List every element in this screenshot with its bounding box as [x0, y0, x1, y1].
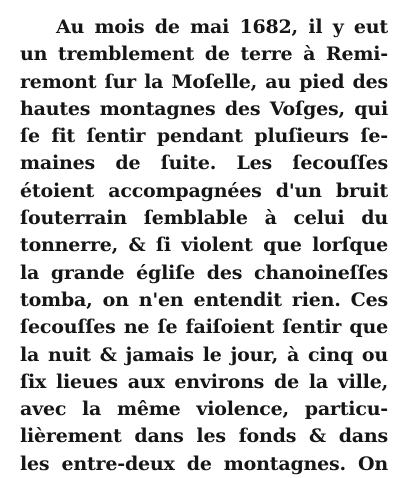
paragraph	[20, 14, 388, 478]
text-line: Au mois de mai 1682, il y eut	[56, 16, 388, 38]
text-line: ſouterrain ſemblable à celui du	[20, 207, 388, 230]
text-line: la nuit & jamais le jour, à cinq ou	[20, 343, 388, 366]
text-line: remont ſur la Moſelle, au pied des	[20, 70, 388, 93]
text-line: tomba, on n'en entendit rien. Ces	[20, 288, 388, 311]
text-line: hautes montagnes des Voſges, qui	[20, 97, 388, 120]
text-line: ſecouſſes ne ſe faiſoient ſentir que	[20, 316, 388, 339]
text-line: lièrement dans les fonds & dans	[20, 425, 388, 448]
text-line: étoient accompagnées d'un bruit	[20, 179, 388, 202]
text-line: maines de ſuite. Les ſecouſſes	[20, 152, 388, 175]
text-line: un tremblement de terre à Remi-	[20, 43, 388, 66]
text-line: ſe fit ſentir pendant pluſieurs ſe-	[20, 125, 388, 148]
text-line: ſix lieues aux environs de la ville,	[20, 370, 388, 393]
text-line: la grande égliſe des chanoineſſes	[20, 261, 388, 284]
text-line: tonnerre, & ſi violent que lorſque	[20, 234, 388, 257]
text-line: les entre-deux de montagnes. On	[20, 452, 388, 475]
text-line: avec la même violence, particu-	[20, 398, 388, 421]
